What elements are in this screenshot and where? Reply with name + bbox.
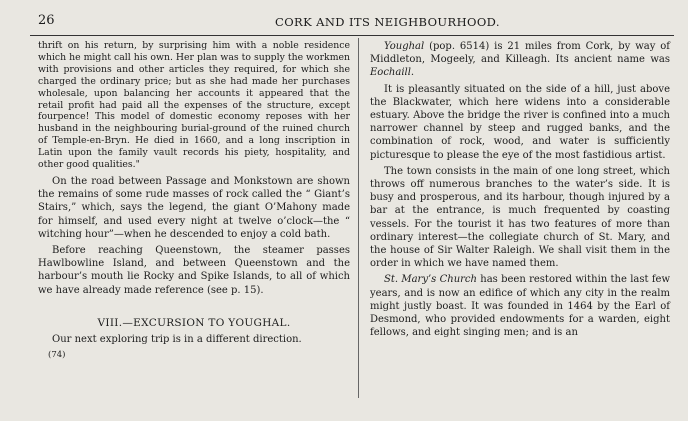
left-body (38, 175, 350, 362)
paragraph-situation: It is pleasantly situated on the side of a hill, just above the Blackwater, which here widens into a considerable estuary. Above the bridge the river is confined into a much narrower channel by steep and rugged banks, and the combination of rock, wood, and water is sufficiently picturesque to please the eye of the most fastidious artist. (370, 83, 670, 161)
column-divider (358, 38, 359, 398)
paragraph-youghal-intro: Youghal (pop. 6514) is 21 miles from Cork, by way of Middleton, Mogeely, and Killeagh. Its ancient name was Eochaill. (370, 41, 670, 79)
left-column (38, 40, 350, 362)
paragraph-giants-stairs: On the road between Passage and Monkstown are shown the remains of some rude masses of rock called the “ Giant’s Stairs,” which, says the legend, the giant O’Mahony made for himself, and used every night at twelve o’clock—the “ witching hour”—when he descended to enjoy a cold bath. (38, 175, 350, 240)
continued-paragraph: thrift on his return, by surprising him with a noble residence which he might call his own. Her plan was to supply the workmen with provisions and other articles they required, for which she charged the ordinary price; but as she had made her purchases wholesale, upon balancing her accounts it appeared that the retail profit had paid all the expenses of the structure, except fourpence! This model of domestic economy reposes with her husband in the neighbouring burial-ground of the ruined church of Temple-en-Bryn. He died in 1660, and a long inscription in Latin upon the family vault records his piety, hospitality, and other good qualities." (38, 40, 350, 171)
section-intro: Our next exploring trip is in a different direction. (52, 334, 302, 345)
running-title: CORK AND ITS NEIGHBOURHOOD. (275, 15, 500, 29)
page-header (0, 9, 688, 31)
section-heading: VIII.—EXCURSION TO YOUGHAL. (97, 316, 291, 329)
page-number: 26 (38, 13, 55, 28)
church-name: St. Mary’s Church (384, 274, 477, 286)
signature-mark: (74) (48, 350, 66, 361)
paragraph-queenstown: Before reaching Queenstown, the steamer passes Hawlbowline Island, and between Queenstown and the harbour’s mouth lie Rocky and Spike Islands, to all of which we have already made reference (see p. 15). (38, 244, 350, 296)
ancient-name: Eochaill. (370, 67, 415, 79)
paragraph-town: The town consists in the main of one long street, which throws off numerous branches to the water’s side. It is busy and prosperous, and its harbour, though injured by a bar at the entrance, is much frequented by coasting vessels. For the tourist it has two features of more than ordinary interest—the collegiate church of St. Mary, and the house of Sir Walter Raleigh. We shall visit them in the order in which we have named them. (370, 165, 670, 270)
header-rule (30, 35, 674, 36)
paragraph-st-marys: St. Mary’s Church has been restored within the last few years, and is now an edifice of which any city in the realm might justly boast. It was founded in 1464 by the Earl of Desmond, who provided endowments for a warden, eight fellows, and eight singing men; and is an (370, 274, 671, 339)
quoted-passage (38, 40, 350, 171)
place-name-youghal: Youghal (384, 41, 425, 52)
right-column (370, 40, 670, 339)
